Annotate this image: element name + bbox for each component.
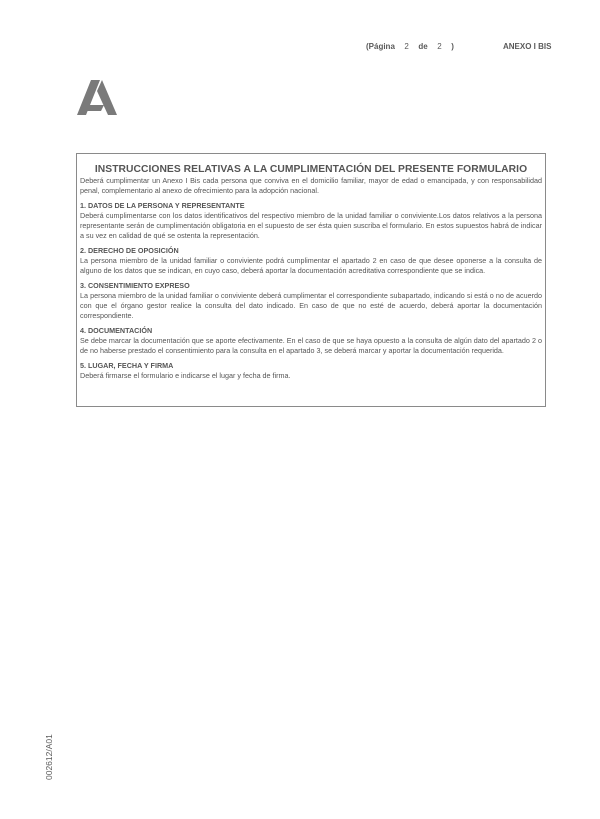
- instructions-title: INSTRUCCIONES RELATIVAS A LA CUMPLIMENTACIÓN DEL PRESENTE FORMULARIO: [94, 164, 528, 175]
- section-heading-oposicion: 2. DERECHO DE OPOSICIÓN: [80, 246, 179, 255]
- section-text-firma: Deberá firmarse el formulario e indicarse el lugar y fecha de firma.: [80, 371, 291, 380]
- logo-crossbar: [86, 105, 104, 111]
- annex-label: ANEXO I BIS: [503, 42, 552, 51]
- current-page-number: 2: [404, 42, 409, 51]
- page-indicator: [366, 42, 454, 51]
- section-text-consentimiento: La persona miembro de la unidad familiar o conviviente deberá cumplimentar el correspondiente subapartado, indicando si está o no de acuerdo con que el órgano gestor realice la consulta del dato indicado. En caso de que no esté de acuerdo, deberá aportar la documentación correspondiente.: [80, 291, 542, 320]
- instructions-box: [76, 153, 546, 407]
- section-heading-documentacion: 4. DOCUMENTACIÓN: [80, 326, 153, 335]
- page-prefix: (Página: [366, 42, 395, 51]
- page-suffix: ): [451, 42, 454, 51]
- section-text-datos: Deberá cumplimentarse con los datos identificativos del respectivo miembro de la unidad familiar o conviviente.Los datos relativos a la persona representante serán de cumplimentación obligatoria en el supuesto de ser ésta quien suscriba el formulario. En estos supuestos habrá de indicar a su vez en calidad de qué se ostenta la representación.: [80, 211, 542, 240]
- junta-andalucia-logo-icon: [77, 80, 117, 115]
- section-heading-consentimiento: 3. CONSENTIMIENTO EXPRESO: [80, 281, 190, 290]
- section-text-documentacion: Se debe marcar la documentación que se aporte efectivamente. En el caso de que se haya opuesto a la consulta de algún dato del apartado 2 o de no haberse prestado el consentimiento para la consulta en el apartado 3, se deberá marcar y aportar la documentación requerida.: [80, 336, 542, 355]
- section-heading-datos: 1. DATOS DE LA PERSONA Y REPRESENTANTE: [80, 201, 245, 210]
- page-separator: de: [418, 42, 428, 51]
- instructions-intro: Deberá cumplimentar un Anexo I Bis cada persona que conviva en el domicilio familiar, mayor de edad o emancipada, y con responsabilidad penal, complementario al anexo de ofrecimiento para la adopción nacional.: [80, 176, 542, 195]
- section-heading-firma: 5. LUGAR, FECHA Y FIRMA: [80, 361, 174, 370]
- form-code: 002612/A01: [44, 734, 54, 780]
- section-text-oposicion: La persona miembro de la unidad familiar o conviviente podrá cumplimentar el apartado 2 en caso de que desee oponerse a la consulta de alguno de los datos que se indican, en cuyo caso, deberá aportar la documentación acreditativa correspondiente que se indica.: [80, 256, 542, 275]
- total-pages-number: 2: [437, 42, 442, 51]
